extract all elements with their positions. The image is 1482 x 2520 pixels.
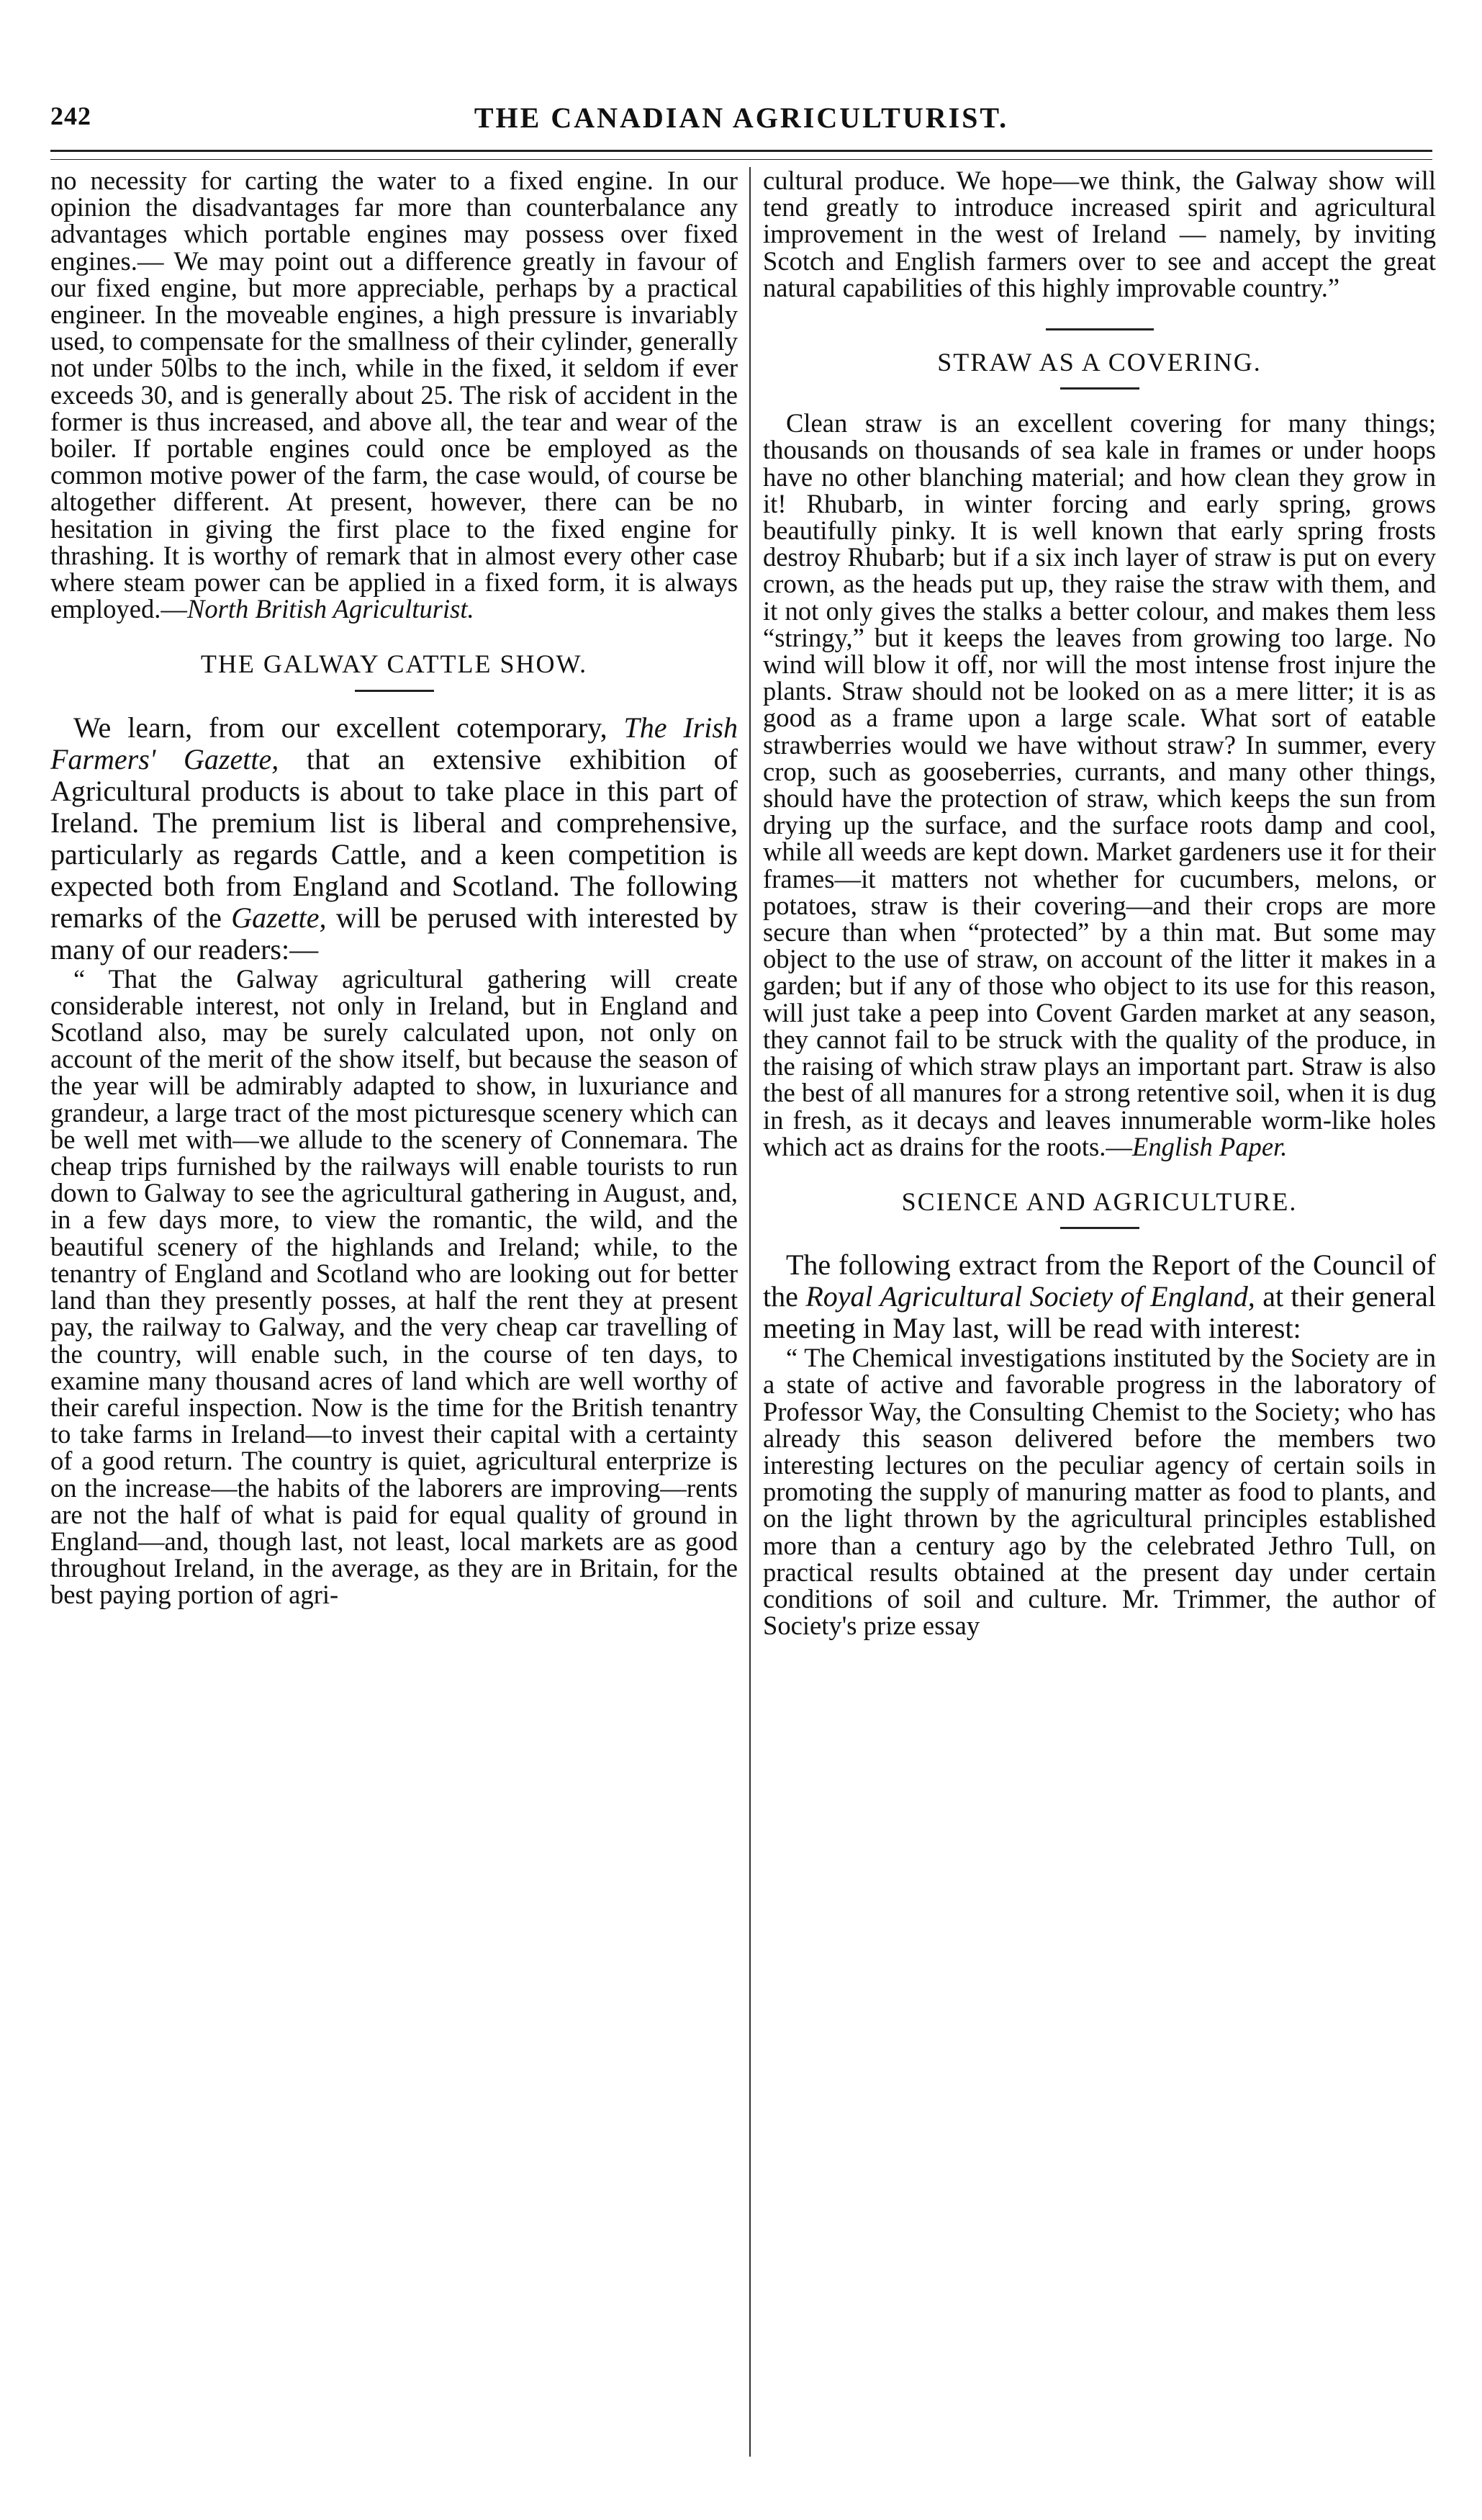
section-rule-top — [1046, 328, 1154, 330]
right-column — [763, 167, 1436, 2457]
galway-continuation-paragraph: cultural produce. We hope—we think, the Galway show will tend greatly to introduce increased spirit and agricultural improvement in the west of Ireland — namely, by inviting Scotch and English farmers over to see and accept the great natural capabilities of this highly improvable country.” — [763, 167, 1436, 302]
society-name: Royal Agricultural Society of England, — [805, 1280, 1255, 1313]
running-title: THE CANADIAN AGRICULTURIST. — [474, 102, 1009, 134]
section-rule — [1060, 387, 1139, 390]
galway-quote-paragraph: “ That the Galway agricultural gathering will create considerable interest, not only in Ireland, but in England and Scotland also, may be surely calculated upon, not only on account of the merit of the show itself, but because the season of the year will be admirably adapted to show, in luxuriance and grandeur, a large tract of the most picturesque scenery which can be well met with—we allude to the scenery of Connemara. The cheap trips furnished by the railways will enable tourists to run down to Galway to see the agricultural gathering in August, and, in a few days more, to view the romantic, the wild, and the beautiful scenery of the highlands and Ireland; while, to the tenantry of England and Scotland who are looking out for better land than they presently posses, at half the rent they at present pay, the railway to Galway, and the very cheap car travelling of the country, will enable such, in the course of ten days, to examine many thousand acres of land which are well worthy of their careful inspection. Now is the time for the British tenantry to take farms in Ireland—to invest their capital with a certainty of a good return. The country is quiet, agricultural enterprize is on the increase—the habits of the laborers are improving—rents are not the half of what is paid for equal quality of ground in England—and, though last, not least, local markets are as good throughout Ireland, in the average, as they are in Britain, for the best paying portion of agri- — [50, 963, 738, 1610]
gazette-title-2: Gazette, — [231, 901, 327, 934]
galway-intro-paragraph: We learn, from our excellent cotemporary, The Irish Farmers' Gazette, that an extensive exhibition of Agricultural products is about to take place in this part of Ireland. The premium list is liberal and comprehensive, particularly as regards Cattle, and a keen competition is expected both from England and Scotland. The following remarks of the Gazette, will be perused with interested by many of our readers:— — [50, 711, 738, 966]
engine-source: North British Agriculturist. — [186, 594, 474, 624]
page-header — [50, 101, 1432, 144]
section-rule — [1060, 1227, 1139, 1229]
section-rule — [355, 690, 434, 692]
galway-section-title: THE GALWAY CATTLE SHOW. — [200, 649, 588, 679]
science-intro-paragraph: The following extract from the Report of the Council of the Royal Agricultural Society of England, at their general meeting in May last, will be read with interest: — [763, 1248, 1436, 1345]
science-quote-paragraph: “ The Chemical investigations instituted by the Society are in a state of active and favorable progress in the laboratory of Professor Way, the Consulting Chemist to the Society; who has already this season delivered before the members two interesting lectures on the peculiar agency of certain soils in promoting the supply of manuring matter as food to plants, and on the light thrown by the agricultural principles established more than a century ago by the celebrated Jethro Tull, on practical results obtained at the present day under certain conditions of soil and culture. Mr. Trimmer, the author of Society's prize essay — [763, 1343, 1436, 1641]
left-column — [50, 167, 738, 2457]
straw-source: English Paper. — [1131, 1131, 1288, 1161]
header-rule — [50, 150, 1432, 160]
straw-section-title: STRAW AS A COVERING. — [937, 348, 1262, 377]
page-number: 242 — [50, 102, 91, 130]
gazette-title: The Irish Farmers' Gazette, — [50, 711, 738, 775]
column-divider — [749, 167, 751, 2457]
science-section-title: SCIENCE AND AGRICULTURE. — [901, 1187, 1298, 1216]
straw-paragraph: Clean straw is an excellent covering for many things; thousands on thousands of sea kale in frames or under hoops have no other blanching material; and how clean they grow in it! Rhubarb, in winter forcing and early spring, grows beautifully pinky. It is well known that early spring frosts destroy Rhubarb; but if a six inch layer of straw is put on every crown, as the heads put up, they raise the straw with them, and it not only gives the stalks a better colour, and makes them less “stringy,” but it keeps the leaves from growing too large. No wind will blow it off, nor will the most intense frost injure the plants. Straw should not be looked on as a mere litter; it is as good as a frame upon a large scale. What sort of eatable strawberries would we have without straw? In summer, every crop, such as gooseberries, currants, and many other things, should have the protection of straw, which keeps the sun from drying up the surface, and the surface roots damp and cool, while all weeds are kept down. Market gardeners use it for their frames—it matters not whether for cucumbers, melons, or potatoes, straw is their covering—and their crops are more secure than when “protected” by a thin mat. But some may object to the use of straw, on account of the litter it makes in a garden; but if any of those who object to its use for this reason, will just take a peep into Covent Garden market at any season, they cannot fail to be struck with the quality of the produce, in the raising of which straw plays an important part. Straw is also the best of all manures for a strong retentive soil, when it is dug in fresh, as it decays and leaves innumerable worm-like holes which act as drains for the roots.—English Paper. — [763, 408, 1436, 1161]
engine-paragraph: no necessity for carting the water to a fixed engine. In our opinion the disadvantages far more than counterbalance any advantages which portable engines may possess over fixed engines.— We may point out a difference greatly in favour of our fixed engine, but more appreciable, perhaps by a practical engineer. In the moveable engines, a high pressure is invariably used, to compensate for the smallness of their cylinder, generally not under 50lbs to the inch, while in the fixed, it seldom if ever exceeds 30, and is generally about 25. The risk of accident in the former is thus increased, and above all, the tear and wear of the boiler. If portable engines could once be employed as the common motive power of the farm, the case would, of course be altogether different. At present, however, there can be no hesitation in giving the first place to the fixed engine for thrashing. It is worthy of remark that in almost every other case where steam power can be applied in a fixed form, it is always employed.—North British Agriculturist. — [50, 167, 738, 624]
